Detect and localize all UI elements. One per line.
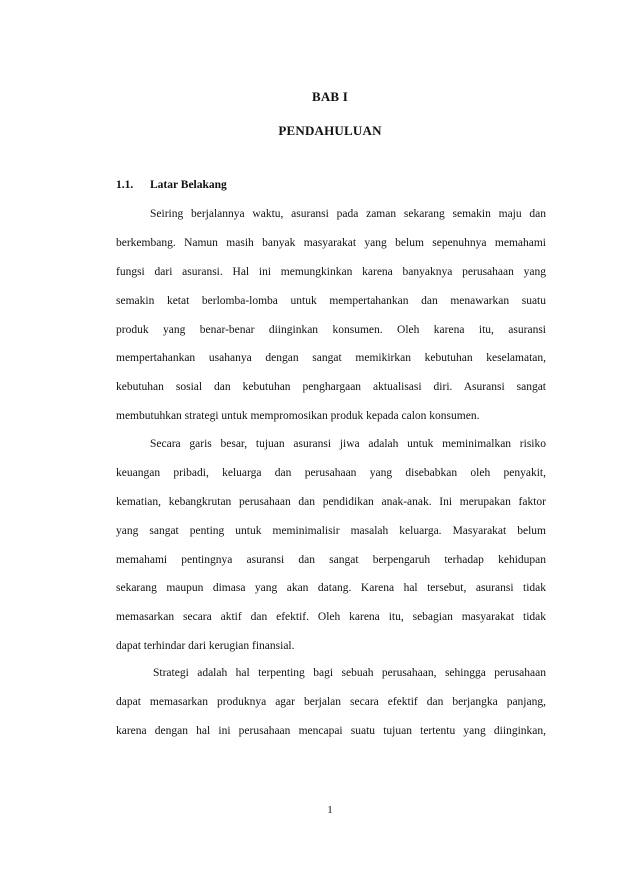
paragraph-2 [116, 436, 546, 667]
paragraph-3 [116, 665, 546, 752]
paragraph-1 [116, 206, 546, 437]
paragraph-line: sekarang maupun dimasa yang akan datang. Karena hal tersebut, asuransi tidak [116, 582, 546, 595]
paragraph-line: yang sangat penting untuk meminimalisir masalah keluarga. Masyarakat belum [116, 524, 546, 537]
paragraph-line: Strategi adalah hal terpenting bagi sebuah perusahaan, sehingga perusahaan [153, 667, 546, 679]
chapter-number: BAB I [311, 89, 349, 104]
section-title: Latar Belakang [150, 179, 227, 191]
page-number: 1 [327, 804, 333, 816]
paragraph-line: mempertahankan usahanya dengan sangat memikirkan kebutuhan keselamatan, [116, 352, 546, 365]
paragraph-line: dapat memasarkan produknya agar berjalan secara efektif dan berjangka panjang, [116, 695, 546, 708]
paragraph-line: dapat terhindar dari kerugian finansial. [116, 640, 295, 653]
section-number: 1.1. [116, 179, 134, 191]
paragraph-line: produk yang benar-benar diinginkan konsumen. Oleh karena itu, asuransi [116, 323, 546, 336]
paragraph-line: karena dengan hal ini perusahaan mencapai suatu tujuan tertentu yang diinginkan, [116, 724, 546, 737]
section-heading [116, 179, 227, 191]
paragraph-line: memahami pentingnya asuransi dan sangat berpengaruh terhadap kehidupan [116, 553, 546, 566]
paragraph-line: kematian, kebangkrutan perusahaan dan pendidikan anak-anak. Ini merupakan faktor [116, 495, 546, 508]
paragraph-line: kebutuhan sosial dan kebutuhan penghargaan aktualisasi diri. Asuransi sangat [116, 381, 546, 394]
paragraph-line: fungsi dari asuransi. Hal ini memungkinkan karena banyaknya perusahaan yang [116, 265, 546, 278]
paragraph-line: Secara garis besar, tujuan asuransi jiwa adalah untuk meminimalkan risiko [150, 438, 546, 450]
paragraph-line: semakin ketat berlomba-lomba untuk mempertahankan dan menawarkan suatu [116, 294, 546, 307]
paragraph-line: memasarkan secara aktif dan efektif. Oleh karena itu, sebagian masyarakat tidak [116, 611, 546, 624]
paragraph-line: Seiring berjalannya waktu, asuransi pada zaman sekarang semakin maju dan [150, 208, 546, 220]
paragraph-line: keuangan pribadi, keluarga dan perusahaan yang disebabkan oleh penyakit, [116, 466, 546, 479]
paragraph-line: berkembang. Namun masih banyak masyarakat yang belum sepenuhnya memahami [116, 236, 546, 249]
paragraph-line: membutuhkan strategi untuk mempromosikan produk kepada calon konsumen. [116, 410, 480, 423]
chapter-title: PENDAHULUAN [278, 123, 382, 138]
